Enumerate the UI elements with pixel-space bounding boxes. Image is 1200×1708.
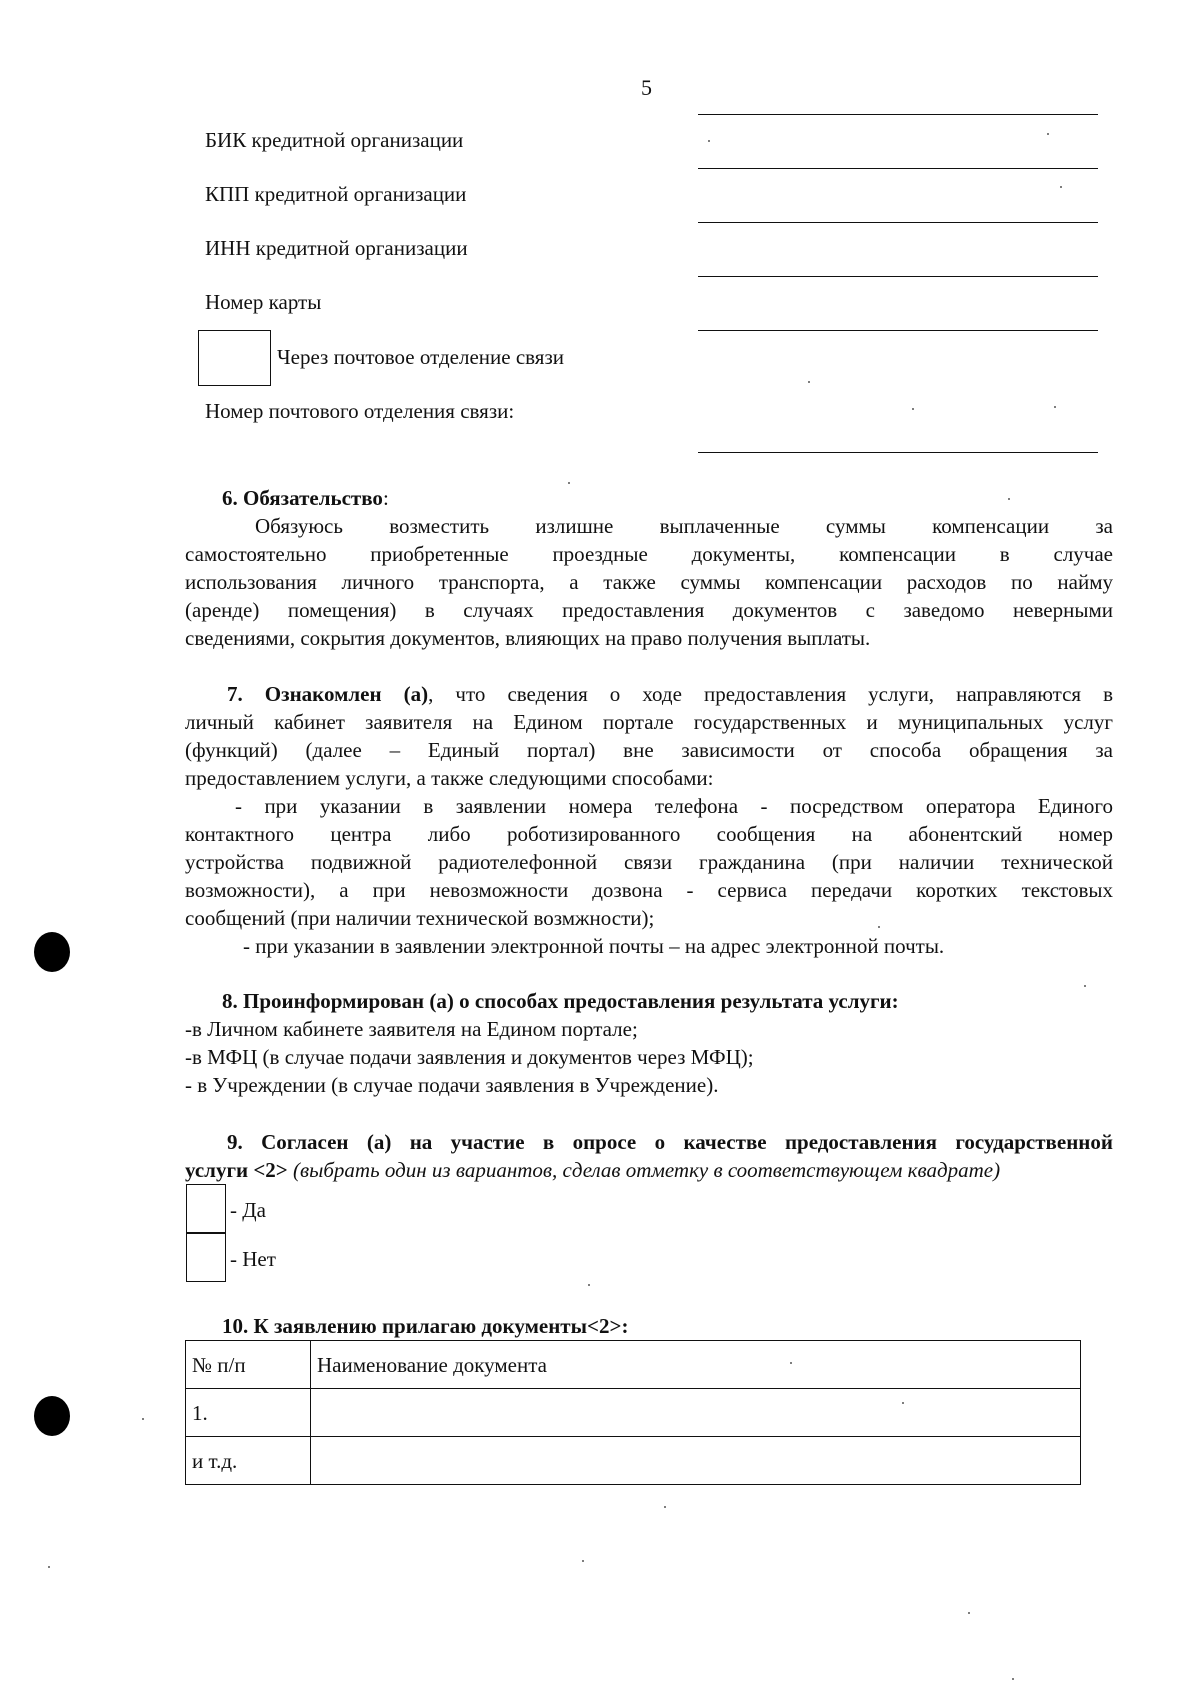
kpp-label: КПП кредитной организации xyxy=(205,182,467,206)
section6-body xyxy=(185,512,1113,652)
section9-title-text: 9. Согласен (а) на участие в опросе о качестве предоставления государственной xyxy=(227,1130,1113,1154)
documents-table xyxy=(185,1340,1081,1485)
section7-line: устройства подвижной радиотелефонной связи гражданина (при наличии технической xyxy=(185,850,1113,874)
section6-title-text: 6. Обязательство xyxy=(222,486,383,510)
page-number: 5 xyxy=(641,75,652,100)
section7-first-line xyxy=(185,680,1113,708)
section6-line: Обязуюсь возместить излишне выплаченные суммы компенсации за xyxy=(255,514,1113,538)
section7-body xyxy=(185,680,1113,960)
scan-speck xyxy=(790,1362,792,1364)
postal-office-input-line[interactable] xyxy=(698,452,1098,453)
card-number-label: Номер карты xyxy=(205,290,322,314)
section10-title-text: 10. К заявлению прилагаю документы<2>: xyxy=(222,1314,629,1338)
scan-speck xyxy=(1084,985,1086,987)
scan-speck xyxy=(1054,406,1056,408)
punch-hole-mark xyxy=(34,932,70,972)
postal-checkbox[interactable] xyxy=(198,330,271,386)
scan-speck xyxy=(664,1506,666,1508)
section9-title xyxy=(185,1128,1113,1184)
section9-title-text-2: услуги <2> xyxy=(185,1158,288,1182)
scan-speck xyxy=(1060,186,1062,188)
blank-line xyxy=(698,114,1098,115)
bik-label: БИК кредитной организации xyxy=(205,128,464,152)
kpp-input-line[interactable] xyxy=(698,222,1098,223)
section7-line: контактного центра либо роботизированного сообщения на абонентский номер xyxy=(185,822,1113,846)
punch-hole-mark xyxy=(34,1396,70,1436)
section6-line: (аренде) помещения) в случаях предоставления документов с заведомо неверными xyxy=(185,598,1113,622)
section7-line: предоставлением услуги, а также следующими способами: xyxy=(185,766,714,790)
scan-speck xyxy=(588,1284,590,1286)
table-header-cell: Наименование документа xyxy=(311,1341,1081,1389)
section7-first-line-rest: , что сведения о ходе предоставления услуги, направляются в xyxy=(428,682,1114,706)
section8-item: -в Личном кабинете заявителя на Едином портале; xyxy=(185,1017,638,1041)
table-cell: 1. xyxy=(186,1389,311,1437)
scan-speck xyxy=(582,1560,584,1562)
table-cell: и т.д. xyxy=(186,1437,311,1485)
section6-line: самостоятельно приобретенные проездные документы, компенсации в случае xyxy=(185,542,1113,566)
section8-item: - в Учреждении (в случае подачи заявления в Учреждение). xyxy=(185,1073,719,1097)
scan-speck xyxy=(808,381,810,383)
section7-title: 7. Ознакомлен (а) xyxy=(227,682,429,706)
scan-speck xyxy=(968,1612,970,1614)
section9-title-line xyxy=(185,1128,1113,1156)
survey-no-label: - Нет xyxy=(230,1247,276,1271)
scan-speck xyxy=(708,140,710,142)
scan-speck xyxy=(1012,1678,1014,1680)
scan-speck xyxy=(142,1418,144,1420)
bik-input-line[interactable] xyxy=(698,168,1098,169)
table-cell-input[interactable] xyxy=(311,1389,1081,1437)
section9-title-line xyxy=(185,1156,1113,1184)
scan-speck xyxy=(902,1402,904,1404)
section6-line: сведениями, сокрытия документов, влияющих на право получения выплаты. xyxy=(185,626,871,650)
table-header-cell: № п/п xyxy=(186,1341,311,1389)
table-cell-input[interactable] xyxy=(311,1437,1081,1485)
section7-line: (функций) (далее – Единый портал) вне зависимости от способа обращения за xyxy=(185,738,1113,762)
table-header-row xyxy=(186,1341,1081,1389)
section7-line: - при указании в заявлении номера телефона - посредством оператора Единого xyxy=(235,794,1113,818)
section8-title-text: 8. Проинформирован (а) о способах предоставления результата услуги: xyxy=(222,989,899,1013)
scan-speck xyxy=(568,482,570,484)
section7-line: возможности), а при невозможности дозвона - сервиса передачи коротких текстовых xyxy=(185,878,1113,902)
survey-yes-checkbox[interactable] xyxy=(186,1184,226,1234)
scan-speck xyxy=(912,408,914,410)
scan-speck xyxy=(48,1566,50,1568)
section6-line: использования личного транспорта, а также суммы компенсации расходов по найму xyxy=(185,570,1113,594)
inn-input-line[interactable] xyxy=(698,276,1098,277)
section7-line: сообщений (при наличии технической возмжности); xyxy=(185,906,655,930)
scan-speck xyxy=(878,926,880,928)
postal-checkbox-label: Через почтовое отделение связи xyxy=(277,345,564,369)
inn-label: ИНН кредитной организации xyxy=(205,236,468,260)
section10-title xyxy=(222,1312,628,1340)
section7-line: личный кабинет заявителя на Едином портале государственных и муниципальных услуг xyxy=(185,710,1113,734)
section6-title-colon: : xyxy=(382,486,389,510)
section7-line: - при указании в заявлении электронной почты – на адрес электронной почты. xyxy=(243,934,945,958)
scan-speck xyxy=(1008,498,1010,500)
section9-note: (выбрать один из вариантов, сделав отметку в соответствующем квадрате) xyxy=(293,1158,1001,1182)
table-row xyxy=(186,1437,1081,1485)
section8-title xyxy=(222,987,899,1015)
section8-item: -в МФЦ (в случае подачи заявления и документов через МФЦ); xyxy=(185,1045,754,1069)
section6-title xyxy=(222,484,389,512)
survey-no-checkbox[interactable] xyxy=(186,1232,226,1282)
card-number-input-line[interactable] xyxy=(698,330,1098,331)
scan-speck xyxy=(1047,133,1049,135)
table-row xyxy=(186,1389,1081,1437)
postal-office-label: Номер почтового отделения связи: xyxy=(205,399,515,423)
survey-yes-label: - Да xyxy=(230,1198,266,1222)
